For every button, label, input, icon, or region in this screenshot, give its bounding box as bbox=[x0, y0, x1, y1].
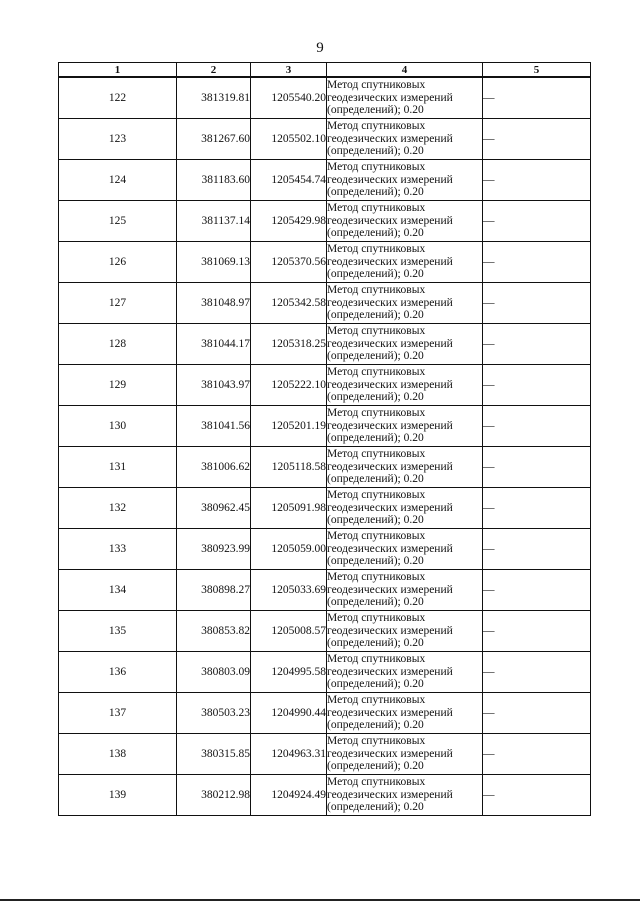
point-number-cell: 128 bbox=[59, 324, 177, 365]
table-row bbox=[59, 406, 591, 447]
method-cell bbox=[327, 775, 483, 816]
method-line: Метод спутниковых bbox=[327, 694, 426, 707]
method-line: Метод спутниковых bbox=[327, 448, 426, 461]
x-coordinate-cell: 381043.97 bbox=[177, 365, 251, 406]
y-coordinate-cell: 1205091.98 bbox=[251, 488, 327, 529]
note-cell: — bbox=[483, 365, 591, 406]
point-number-cell: 132 bbox=[59, 488, 177, 529]
method-line: Метод спутниковых bbox=[327, 407, 426, 420]
x-coordinate-cell: 381183.60 bbox=[177, 160, 251, 201]
header-row bbox=[59, 63, 591, 78]
method-cell bbox=[327, 488, 483, 529]
method-line: (определений); 0.20 bbox=[327, 637, 424, 650]
method-line: геодезических измерений bbox=[327, 296, 453, 309]
method-line: Метод спутниковых bbox=[327, 161, 426, 174]
method-line: геодезических измерений bbox=[327, 706, 453, 719]
table-row bbox=[59, 693, 591, 734]
method-line: геодезических измерений bbox=[327, 132, 453, 145]
method-cell bbox=[327, 160, 483, 201]
method-line: (определений); 0.20 bbox=[327, 145, 424, 158]
point-number-cell: 137 bbox=[59, 693, 177, 734]
y-coordinate-cell: 1205370.56 bbox=[251, 242, 327, 283]
method-line: геодезических измерений bbox=[327, 583, 453, 596]
point-number-cell: 122 bbox=[59, 77, 177, 119]
method-line: геодезических измерений bbox=[327, 460, 453, 473]
x-coordinate-cell: 381267.60 bbox=[177, 119, 251, 160]
method-line: (определений); 0.20 bbox=[327, 596, 424, 609]
table-row bbox=[59, 529, 591, 570]
method-line: геодезических измерений bbox=[327, 337, 453, 350]
page-number: 9 bbox=[316, 40, 324, 56]
method-line: Метод спутниковых bbox=[327, 243, 426, 256]
table-row bbox=[59, 734, 591, 775]
method-line: (определений); 0.20 bbox=[327, 801, 424, 814]
method-line: (определений); 0.20 bbox=[327, 227, 424, 240]
method-cell bbox=[327, 529, 483, 570]
method-line: геодезических измерений bbox=[327, 378, 453, 391]
x-coordinate-cell: 381006.62 bbox=[177, 447, 251, 488]
x-coordinate-cell: 381041.56 bbox=[177, 406, 251, 447]
table-row bbox=[59, 324, 591, 365]
header-col-3: 3 bbox=[251, 63, 327, 78]
note-cell: — bbox=[483, 160, 591, 201]
y-coordinate-cell: 1205222.10 bbox=[251, 365, 327, 406]
note-cell: — bbox=[483, 734, 591, 775]
y-coordinate-cell: 1205540.20 bbox=[251, 77, 327, 119]
point-number-cell: 129 bbox=[59, 365, 177, 406]
y-coordinate-cell: 1205008.57 bbox=[251, 611, 327, 652]
x-coordinate-cell: 381137.14 bbox=[177, 201, 251, 242]
x-coordinate-cell: 381044.17 bbox=[177, 324, 251, 365]
point-number-cell: 127 bbox=[59, 283, 177, 324]
method-line: геодезических измерений bbox=[327, 501, 453, 514]
method-line: (определений); 0.20 bbox=[327, 760, 424, 773]
method-line: Метод спутниковых bbox=[327, 530, 426, 543]
note-cell: — bbox=[483, 488, 591, 529]
method-line: (определений); 0.20 bbox=[327, 473, 424, 486]
table-header bbox=[59, 63, 591, 78]
x-coordinate-cell: 381069.13 bbox=[177, 242, 251, 283]
x-coordinate-cell: 380923.99 bbox=[177, 529, 251, 570]
method-line: Метод спутниковых bbox=[327, 366, 426, 379]
point-number-cell: 133 bbox=[59, 529, 177, 570]
method-cell bbox=[327, 119, 483, 160]
note-cell: — bbox=[483, 77, 591, 119]
y-coordinate-cell: 1205502.10 bbox=[251, 119, 327, 160]
method-line: (определений); 0.20 bbox=[327, 514, 424, 527]
method-line: Метод спутниковых bbox=[327, 284, 426, 297]
table-row bbox=[59, 611, 591, 652]
note-cell: — bbox=[483, 324, 591, 365]
table-row bbox=[59, 242, 591, 283]
method-line: (определений); 0.20 bbox=[327, 186, 424, 199]
method-line: Метод спутниковых bbox=[327, 202, 426, 215]
method-line: геодезических измерений bbox=[327, 542, 453, 555]
method-line: (определений); 0.20 bbox=[327, 350, 424, 363]
y-coordinate-cell: 1204924.49 bbox=[251, 775, 327, 816]
note-cell: — bbox=[483, 611, 591, 652]
method-line: (определений); 0.20 bbox=[327, 391, 424, 404]
y-coordinate-cell: 1205342.58 bbox=[251, 283, 327, 324]
point-number-cell: 124 bbox=[59, 160, 177, 201]
method-line: геодезических измерений bbox=[327, 255, 453, 268]
method-line: Метод спутниковых bbox=[327, 735, 426, 748]
method-line: (определений); 0.20 bbox=[327, 719, 424, 732]
method-line: геодезических измерений bbox=[327, 624, 453, 637]
method-line: геодезических измерений bbox=[327, 419, 453, 432]
method-cell bbox=[327, 283, 483, 324]
method-cell bbox=[327, 365, 483, 406]
note-cell: — bbox=[483, 406, 591, 447]
method-line: Метод спутниковых bbox=[327, 776, 426, 789]
method-cell bbox=[327, 570, 483, 611]
method-line: геодезических измерений bbox=[327, 173, 453, 186]
header-col-5: 5 bbox=[483, 63, 591, 78]
method-cell bbox=[327, 324, 483, 365]
x-coordinate-cell: 380898.27 bbox=[177, 570, 251, 611]
method-line: (определений); 0.20 bbox=[327, 432, 424, 445]
x-coordinate-cell: 381319.81 bbox=[177, 77, 251, 119]
table-body bbox=[59, 77, 591, 816]
point-number-cell: 126 bbox=[59, 242, 177, 283]
y-coordinate-cell: 1205318.25 bbox=[251, 324, 327, 365]
table-row bbox=[59, 119, 591, 160]
y-coordinate-cell: 1204990.44 bbox=[251, 693, 327, 734]
method-line: (определений); 0.20 bbox=[327, 309, 424, 322]
header-col-2: 2 bbox=[177, 63, 251, 78]
note-cell: — bbox=[483, 201, 591, 242]
point-number-cell: 123 bbox=[59, 119, 177, 160]
table-row bbox=[59, 77, 591, 119]
method-cell bbox=[327, 611, 483, 652]
note-cell: — bbox=[483, 570, 591, 611]
method-cell bbox=[327, 242, 483, 283]
x-coordinate-cell: 380212.98 bbox=[177, 775, 251, 816]
table-row bbox=[59, 283, 591, 324]
x-coordinate-cell: 380853.82 bbox=[177, 611, 251, 652]
note-cell: — bbox=[483, 529, 591, 570]
table-row bbox=[59, 365, 591, 406]
method-line: (определений); 0.20 bbox=[327, 555, 424, 568]
note-cell: — bbox=[483, 775, 591, 816]
point-number-cell: 138 bbox=[59, 734, 177, 775]
table-row bbox=[59, 652, 591, 693]
method-line: геодезических измерений bbox=[327, 665, 453, 678]
method-cell bbox=[327, 734, 483, 775]
method-cell bbox=[327, 77, 483, 119]
table-row bbox=[59, 775, 591, 816]
page-bottom-rule bbox=[0, 899, 640, 901]
table-row bbox=[59, 201, 591, 242]
point-number-cell: 134 bbox=[59, 570, 177, 611]
table-row bbox=[59, 160, 591, 201]
y-coordinate-cell: 1204963.31 bbox=[251, 734, 327, 775]
method-line: геодезических измерений bbox=[327, 91, 453, 104]
point-number-cell: 135 bbox=[59, 611, 177, 652]
note-cell: — bbox=[483, 283, 591, 324]
table-row bbox=[59, 570, 591, 611]
point-number-cell: 130 bbox=[59, 406, 177, 447]
method-line: Метод спутниковых bbox=[327, 571, 426, 584]
y-coordinate-cell: 1205118.58 bbox=[251, 447, 327, 488]
note-cell: — bbox=[483, 119, 591, 160]
point-number-cell: 125 bbox=[59, 201, 177, 242]
method-line: геодезических измерений bbox=[327, 747, 453, 760]
note-cell: — bbox=[483, 693, 591, 734]
coordinates-table bbox=[58, 62, 591, 816]
method-line: Метод спутниковых bbox=[327, 120, 426, 133]
note-cell: — bbox=[483, 652, 591, 693]
y-coordinate-cell: 1205454.74 bbox=[251, 160, 327, 201]
method-line: Метод спутниковых bbox=[327, 489, 426, 502]
table-row bbox=[59, 488, 591, 529]
note-cell: — bbox=[483, 447, 591, 488]
y-coordinate-cell: 1204995.58 bbox=[251, 652, 327, 693]
x-coordinate-cell: 380503.23 bbox=[177, 693, 251, 734]
y-coordinate-cell: 1205059.00 bbox=[251, 529, 327, 570]
table-row bbox=[59, 447, 591, 488]
method-line: геодезических измерений bbox=[327, 214, 453, 227]
method-line: (определений); 0.20 bbox=[327, 678, 424, 691]
method-line: Метод спутниковых bbox=[327, 612, 426, 625]
method-cell bbox=[327, 652, 483, 693]
note-cell: — bbox=[483, 242, 591, 283]
method-cell bbox=[327, 693, 483, 734]
y-coordinate-cell: 1205429.98 bbox=[251, 201, 327, 242]
method-line: Метод спутниковых bbox=[327, 79, 426, 92]
point-number-cell: 131 bbox=[59, 447, 177, 488]
method-line: (определений); 0.20 bbox=[327, 268, 424, 281]
point-number-cell: 139 bbox=[59, 775, 177, 816]
method-cell bbox=[327, 447, 483, 488]
method-cell bbox=[327, 406, 483, 447]
x-coordinate-cell: 380803.09 bbox=[177, 652, 251, 693]
y-coordinate-cell: 1205033.69 bbox=[251, 570, 327, 611]
point-number-cell: 136 bbox=[59, 652, 177, 693]
y-coordinate-cell: 1205201.19 bbox=[251, 406, 327, 447]
method-line: (определений); 0.20 bbox=[327, 104, 424, 117]
x-coordinate-cell: 380962.45 bbox=[177, 488, 251, 529]
header-col-1: 1 bbox=[59, 63, 177, 78]
method-cell bbox=[327, 201, 483, 242]
method-line: Метод спутниковых bbox=[327, 653, 426, 666]
method-line: геодезических измерений bbox=[327, 788, 453, 801]
method-line: Метод спутниковых bbox=[327, 325, 426, 338]
header-col-4: 4 bbox=[327, 63, 483, 78]
x-coordinate-cell: 381048.97 bbox=[177, 283, 251, 324]
x-coordinate-cell: 380315.85 bbox=[177, 734, 251, 775]
